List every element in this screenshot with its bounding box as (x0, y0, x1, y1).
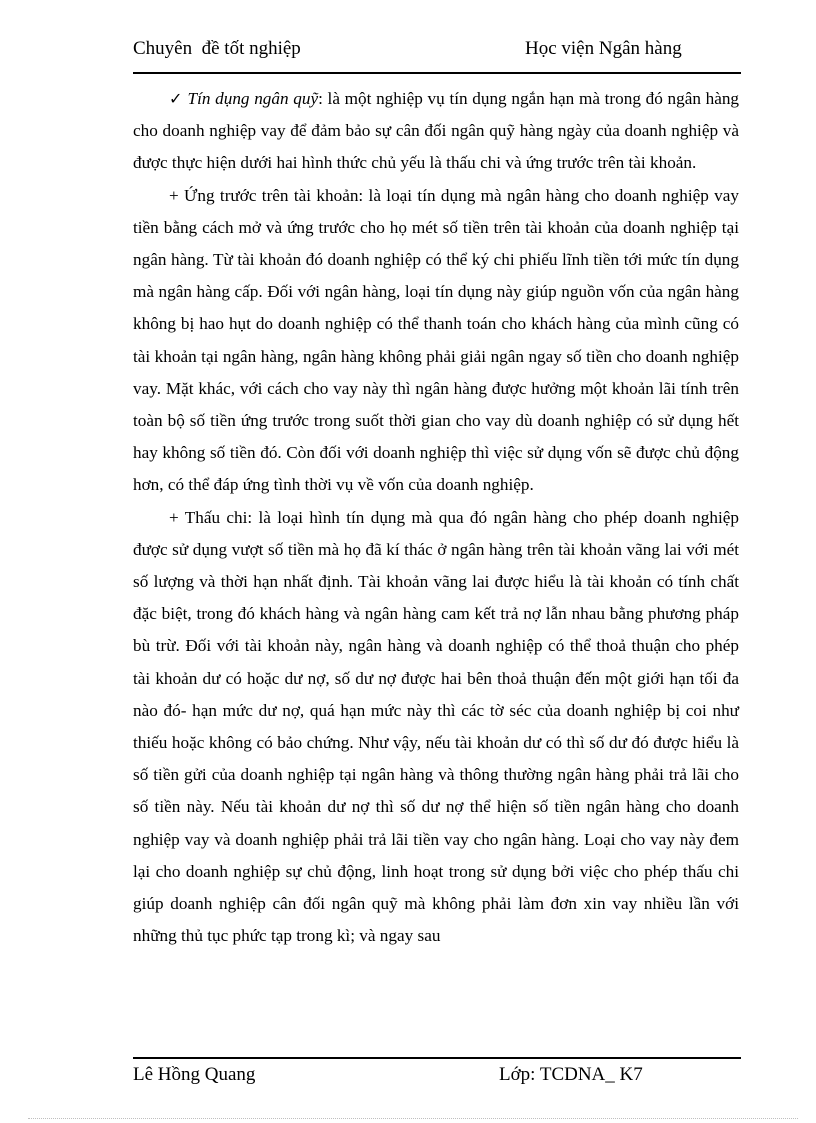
paragraph-credit-treasury (133, 83, 739, 180)
document-body (133, 83, 739, 952)
page-header (133, 38, 741, 64)
header-divider (133, 72, 741, 74)
footer-class: Lớp: TCDNA_ K7 (499, 1064, 643, 1085)
paragraph-overdraft: + Thấu chi: là loại hình tín dụng mà qua đó ngân hàng cho phép doanh nghiệp được sử dụng vượt số tiền mà họ đã kí thác ở ngân hàng trên tài khoản vãng lai với mét số lượng và thời hạn nhất định. Tài khoản vãng lai được hiểu là tài khoản có tính chất đặc biệt, trong đó khách hàng và ngân hàng cam kết trả nợ lẫn nhau bằng phương pháp bù trừ. Đối với tài khoản này, ngân hàng và doanh nghiệp có thể thoả thuận cho phép tài khoản dư có hoặc dư nợ, số dư nợ được hai bên thoả thuận đến một giới hạn tối đa nào đó- hạn mức dư nợ, quá hạn mức này thì các tờ séc của doanh nghiệp bị coi như thiếu hoặc không có bảo chứng. Như vậy, nếu tài khoản dư có thì số dư đó được hiểu là số tiền gửi của doanh nghiệp tại ngân hàng và thông thường ngân hàng phải trả lãi cho số tiền này. Nếu tài khoản dư nợ thì số dư nợ thể hiện số tiền ngân hàng cho doanh nghiệp vay và doanh nghiệp phải trả lãi tiền vay cho ngân hàng. Loại cho vay này đem lại cho doanh nghiệp sự chủ động, linh hoạt trong sử dụng bởi việc cho phép thấu chi giúp doanh nghiệp cân đối ngân quỹ mà không phải làm đơn xin vay nhiều lần với những thủ tục phức tạp trong kì; và ngay sau (133, 507, 739, 946)
checkmark-icon: ✓ (169, 89, 183, 108)
footer-divider (133, 1057, 741, 1059)
header-topic: Chuyên đề tốt nghiệp (133, 38, 301, 59)
term-credit-treasury: Tín dụng ngân quỹ (187, 89, 319, 108)
footer-author: Lê Hồng Quang (133, 1064, 256, 1085)
page-footer (133, 1064, 741, 1090)
header-institution: Học viện Ngân hàng (525, 38, 682, 59)
paragraph-advance-on-account: + Ứng trước trên tài khoản: là loại tín dụng mà ngân hàng cho doanh nghiệp vay tiền bằng cách mở và ứng trước cho họ mét số tiền trên tài khoản của doanh nghiệp tại ngân hàng. Từ tài khoản đó doanh nghiệp có thể ký chi phiếu lĩnh tiền tới mức tín dụng mà ngân hàng cấp. Đối với ngân hàng, loại tín dụng này giúp nguồn vốn của ngân hàng không bị hao hụt do doanh nghiệp có thể thanh toán cho khách hàng của mình cũng có tài khoản tại ngân hàng, ngân hàng không phải giải ngân ngay số tiền cho doanh nghiệp vay. Mặt khác, với cách cho vay này thì ngân hàng được hưởng một khoản lãi tính trên toàn bộ số tiền ứng trước trong suốt thời gian cho vay dù doanh nghiệp có sử dụng hết hay không số tiền đó. Còn đối với doanh nghiệp thì việc sử dụng vốn sẽ được chủ động hơn, có thể đáp ứng tình thời vụ về vốn của doanh nghiệp. (133, 185, 739, 495)
paragraph-credit-treasury-text: : là một nghiệp vụ tín dụng ngắn hạn mà trong đó ngân hàng cho doanh nghiệp vay để đảm bảo sự cân đối ngân quỹ hàng ngày của doanh nghiệp và được thực hiện dưới hai hình thức chủ yếu là thấu chi và ứng trước trên tài khoản. (133, 89, 740, 173)
page-edge-divider (28, 1118, 798, 1119)
